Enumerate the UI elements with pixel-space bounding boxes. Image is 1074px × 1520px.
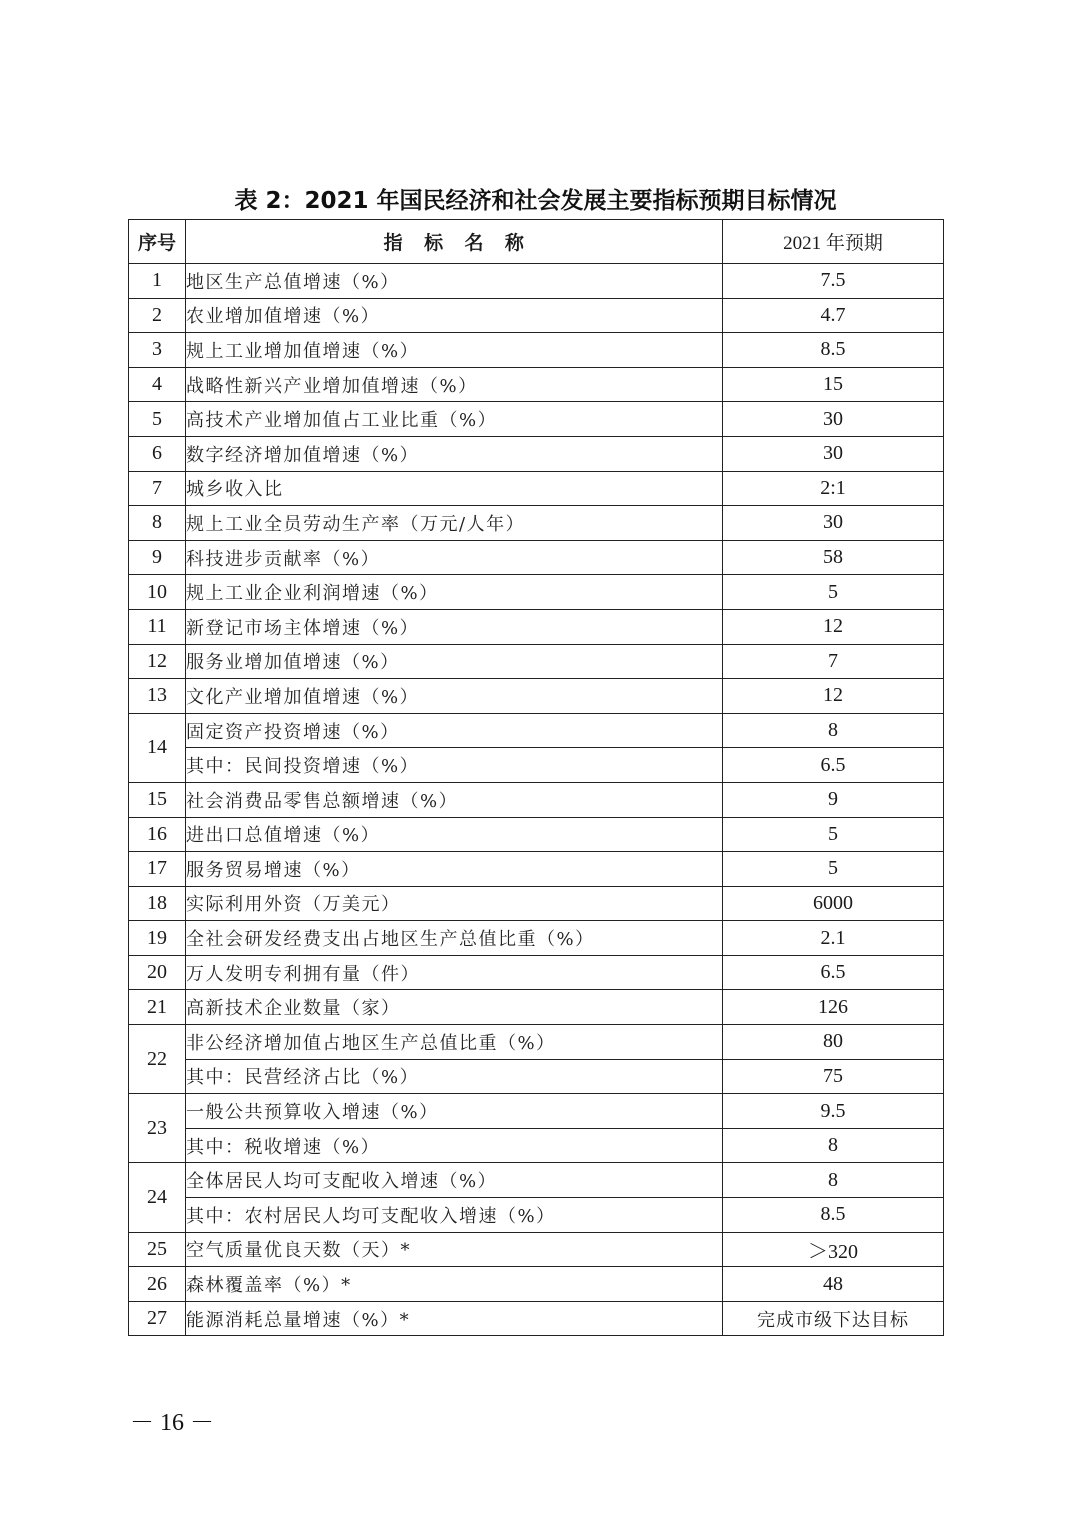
- indicator-name: 文化产业增加值增速（%）: [186, 679, 723, 714]
- table-row: [129, 886, 944, 921]
- indicator-expected-value: 5: [723, 852, 944, 887]
- table-row: [129, 333, 944, 368]
- indicator-expected-value: 6000: [723, 886, 944, 921]
- table-row: [129, 748, 944, 783]
- table-row: [129, 540, 944, 575]
- indicator-name: 其中：农村居民人均可支配收入增速（%）: [186, 1198, 723, 1233]
- table-row: [129, 609, 944, 644]
- indicator-expected-value: 完成市级下达目标: [723, 1301, 944, 1336]
- row-serial-number: 12: [129, 644, 186, 679]
- indicator-name: 森林覆盖率（%）*: [186, 1267, 723, 1302]
- header-expected-value: 2021 年预期: [723, 220, 944, 264]
- row-serial-number: 2: [129, 298, 186, 333]
- table-row: [129, 1128, 944, 1163]
- indicator-expected-value: 5: [723, 817, 944, 852]
- indicator-expected-value: 80: [723, 1025, 944, 1060]
- row-serial-number: 16: [129, 817, 186, 852]
- indicator-expected-value: 4.7: [723, 298, 944, 333]
- indicator-expected-value: 2:1: [723, 471, 944, 506]
- table-row: [129, 852, 944, 887]
- indicator-name: 一般公共预算收入增速（%）: [186, 1094, 723, 1129]
- indicator-expected-value: 75: [723, 1059, 944, 1094]
- table-row: [129, 955, 944, 990]
- indicator-expected-value: 58: [723, 540, 944, 575]
- indicator-name: 全社会研发经费支出占地区生产总值比重（%）: [186, 921, 723, 956]
- indicator-name: 规上工业增加值增速（%）: [186, 333, 723, 368]
- indicator-name: 服务贸易增速（%）: [186, 852, 723, 887]
- row-serial-number: 17: [129, 852, 186, 887]
- indicator-expected-value: 5: [723, 575, 944, 610]
- table-row: [129, 471, 944, 506]
- indicator-expected-value: 2.1: [723, 921, 944, 956]
- table-row: [129, 1025, 944, 1060]
- indicator-expected-value: 12: [723, 679, 944, 714]
- indicator-name: 数字经济增加值增速（%）: [186, 436, 723, 471]
- header-indicator-name: 指 标 名 称: [186, 220, 723, 264]
- indicator-name: 服务业增加值增速（%）: [186, 644, 723, 679]
- indicator-name: 规上工业全员劳动生产率（万元/人年）: [186, 506, 723, 541]
- row-serial-number: 20: [129, 955, 186, 990]
- row-serial-number: 18: [129, 886, 186, 921]
- indicator-name: 全体居民人均可支配收入增速（%）: [186, 1163, 723, 1198]
- table-row: [129, 436, 944, 471]
- indicator-name: 社会消费品零售总额增速（%）: [186, 782, 723, 817]
- table-row: [129, 1232, 944, 1267]
- indicator-expected-value: 8.5: [723, 1198, 944, 1233]
- row-serial-number: 27: [129, 1301, 186, 1336]
- indicator-name: 其中：民营经济占比（%）: [186, 1059, 723, 1094]
- indicator-expected-value: 8: [723, 1128, 944, 1163]
- row-serial-number: 14: [129, 713, 186, 782]
- row-serial-number: 13: [129, 679, 186, 714]
- indicator-name: 空气质量优良天数（天）*: [186, 1232, 723, 1267]
- indicator-expected-value: 15: [723, 367, 944, 402]
- table-row: [129, 1059, 944, 1094]
- row-serial-number: 9: [129, 540, 186, 575]
- indicators-table: [128, 219, 944, 1336]
- indicator-expected-value: 7: [723, 644, 944, 679]
- indicator-expected-value: 6.5: [723, 748, 944, 783]
- indicator-name: 城乡收入比: [186, 471, 723, 506]
- row-serial-number: 21: [129, 990, 186, 1025]
- indicator-name: 高技术产业增加值占工业比重（%）: [186, 402, 723, 437]
- indicator-name: 其中：民间投资增速（%）: [186, 748, 723, 783]
- table-row: [129, 264, 944, 299]
- row-serial-number: 19: [129, 921, 186, 956]
- indicator-name: 能源消耗总量增速（%）*: [186, 1301, 723, 1336]
- row-serial-number: 25: [129, 1232, 186, 1267]
- indicator-name: 实际利用外资（万美元）: [186, 886, 723, 921]
- row-serial-number: 7: [129, 471, 186, 506]
- indicator-name: 农业增加值增速（%）: [186, 298, 723, 333]
- row-serial-number: 4: [129, 367, 186, 402]
- row-serial-number: 22: [129, 1025, 186, 1094]
- indicator-expected-value: 30: [723, 506, 944, 541]
- indicator-expected-value: 8: [723, 1163, 944, 1198]
- table-row: [129, 782, 944, 817]
- table-row: [129, 1163, 944, 1198]
- table-body: [129, 264, 944, 1336]
- indicator-expected-value: 7.5: [723, 264, 944, 299]
- row-serial-number: 5: [129, 402, 186, 437]
- indicator-name: 固定资产投资增速（%）: [186, 713, 723, 748]
- indicator-expected-value: 30: [723, 436, 944, 471]
- row-serial-number: 26: [129, 1267, 186, 1302]
- indicator-expected-value: 48: [723, 1267, 944, 1302]
- table-row: [129, 575, 944, 610]
- table-row: [129, 679, 944, 714]
- row-serial-number: 8: [129, 506, 186, 541]
- indicator-name: 其中：税收增速（%）: [186, 1128, 723, 1163]
- indicator-expected-value: ＞320: [723, 1232, 944, 1267]
- table-row: [129, 298, 944, 333]
- indicator-expected-value: 126: [723, 990, 944, 1025]
- header-serial-number: 序号: [129, 220, 186, 264]
- table-row: [129, 402, 944, 437]
- table-row: [129, 990, 944, 1025]
- row-serial-number: 15: [129, 782, 186, 817]
- table-row: [129, 1094, 944, 1129]
- indicator-expected-value: 6.5: [723, 955, 944, 990]
- indicator-name: 万人发明专利拥有量（件）: [186, 955, 723, 990]
- indicator-expected-value: 8.5: [723, 333, 944, 368]
- indicator-name: 进出口总值增速（%）: [186, 817, 723, 852]
- indicator-expected-value: 9: [723, 782, 944, 817]
- indicator-name: 规上工业企业利润增速（%）: [186, 575, 723, 610]
- row-serial-number: 1: [129, 264, 186, 299]
- row-serial-number: 6: [129, 436, 186, 471]
- indicator-name: 非公经济增加值占地区生产总值比重（%）: [186, 1025, 723, 1060]
- indicator-name: 地区生产总值增速（%）: [186, 264, 723, 299]
- table-row: [129, 921, 944, 956]
- table-row: [129, 1267, 944, 1302]
- indicator-name: 战略性新兴产业增加值增速（%）: [186, 367, 723, 402]
- indicator-expected-value: 8: [723, 713, 944, 748]
- row-serial-number: 24: [129, 1163, 186, 1232]
- row-serial-number: 23: [129, 1094, 186, 1163]
- indicator-expected-value: 12: [723, 609, 944, 644]
- indicator-name: 高新技术企业数量（家）: [186, 990, 723, 1025]
- table-row: [129, 1198, 944, 1233]
- page-number: － 16 －: [130, 1410, 214, 1436]
- table-row: [129, 644, 944, 679]
- table-row: [129, 367, 944, 402]
- table-row: [129, 506, 944, 541]
- row-serial-number: 10: [129, 575, 186, 610]
- row-serial-number: 3: [129, 333, 186, 368]
- table-row: [129, 817, 944, 852]
- table-title: 表 2：2021 年国民经济和社会发展主要指标预期目标情况: [234, 188, 837, 214]
- indicator-expected-value: 9.5: [723, 1094, 944, 1129]
- table-header-row: [129, 220, 944, 264]
- indicator-name: 科技进步贡献率（%）: [186, 540, 723, 575]
- table-row: [129, 713, 944, 748]
- indicator-name: 新登记市场主体增速（%）: [186, 609, 723, 644]
- row-serial-number: 11: [129, 609, 186, 644]
- table-row: [129, 1301, 944, 1336]
- indicator-expected-value: 30: [723, 402, 944, 437]
